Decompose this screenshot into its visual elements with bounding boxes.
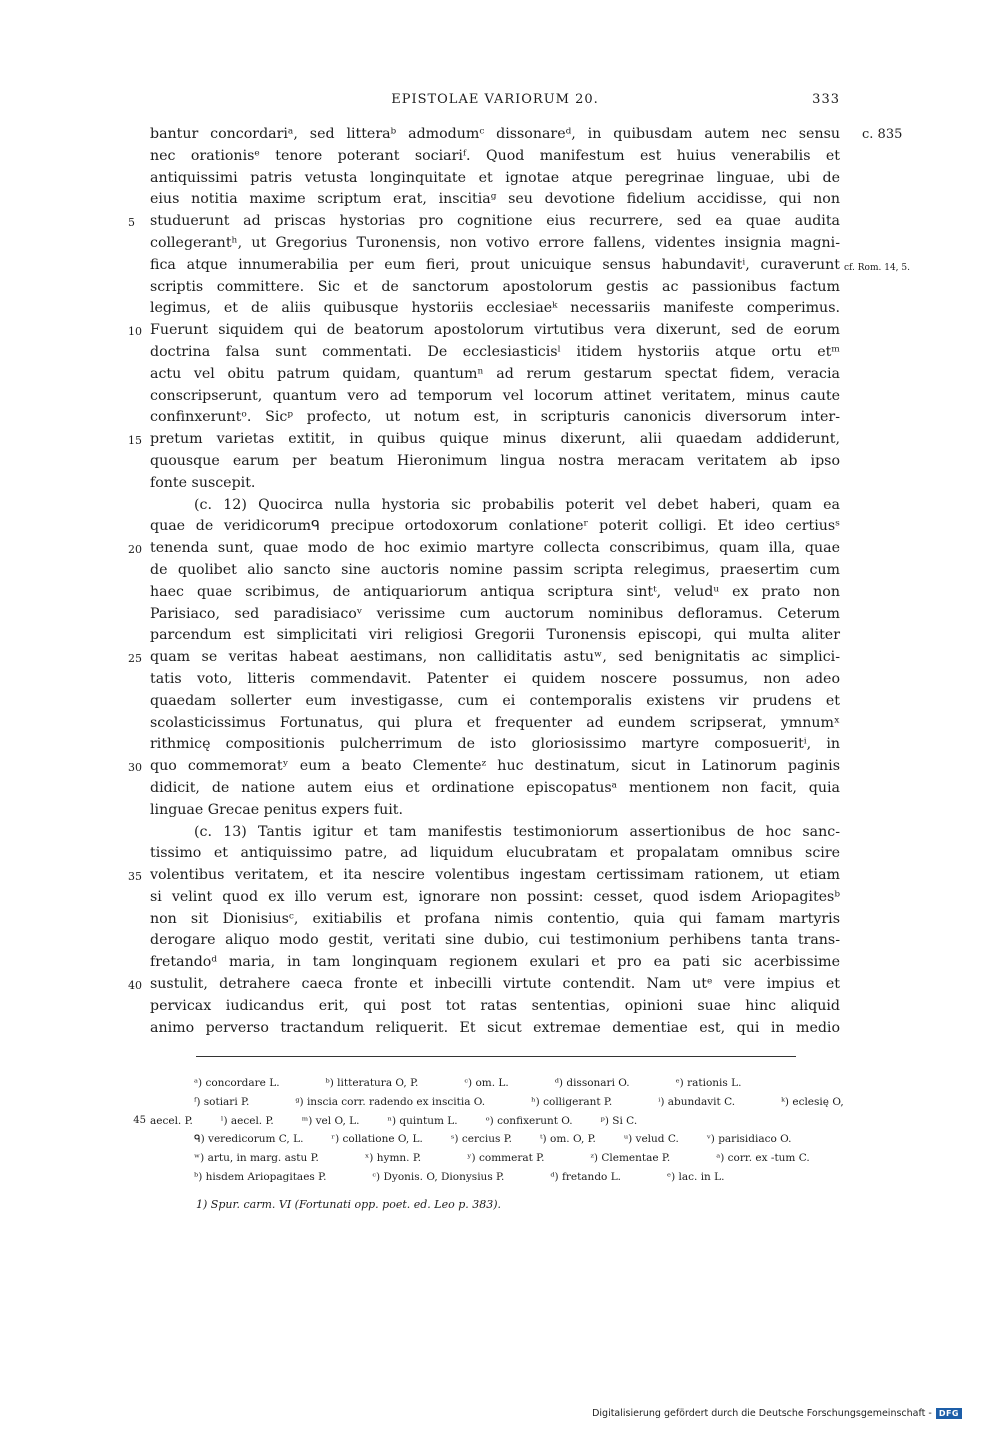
line-number: 25 bbox=[128, 652, 142, 666]
line-text: actu vel obitu patrum quidam, quantumⁿ ad rerum gestarum spectat fidem, veracia bbox=[150, 365, 840, 382]
line-text: eius notitia maxime scriptum erat, inscitiaᵍ seu devotione fidelium accidisse, qui non bbox=[150, 191, 840, 208]
footnote-line bbox=[150, 1149, 840, 1168]
line-text: parcendum est simplicitati viri religiosi Gregorii Turonensis episcopi, qui multa aliter bbox=[150, 627, 840, 644]
footnote: ᵖ) Si C. bbox=[600, 1114, 638, 1127]
line-text: (c. 12) Quocirca nulla hystoria sic probabilis poterit vel debet haberi, quam ea bbox=[194, 496, 840, 513]
text-line bbox=[150, 386, 840, 408]
line-number: 5 bbox=[128, 216, 135, 230]
text-line bbox=[150, 298, 840, 320]
text-line bbox=[150, 887, 840, 909]
page-number: 333 bbox=[812, 92, 840, 107]
margin-reference: cf. Rom. 14, 5. bbox=[844, 262, 910, 273]
dfg-logo: DFG bbox=[936, 1408, 962, 1419]
line-text: conscripserunt, quantum vero ad temporum vel locorum attinet veritatem, minus caute bbox=[150, 387, 840, 404]
text-line bbox=[150, 233, 840, 255]
line-text: fica atque innumerabilia per eum fieri, prout unicuique sensus habundavitⁱ, curaverunt bbox=[150, 256, 840, 273]
text-line bbox=[150, 909, 840, 931]
line-text: rithmicę compositionis pulcherrimum de isto gloriosissimo martyre composueritⁱ, in bbox=[150, 736, 840, 753]
text-line bbox=[150, 669, 840, 691]
line-text: pervicax iudicandus erit, qui post tot ratas sententias, opinioni suae hinc aliquid bbox=[150, 997, 840, 1014]
text-line bbox=[150, 604, 840, 626]
footnote-line bbox=[150, 1130, 840, 1149]
footnote: ᵉ) rationis L. bbox=[675, 1077, 742, 1089]
line-number: 15 bbox=[128, 434, 142, 448]
footnote: ᵛ) parisidiaco O. bbox=[706, 1133, 792, 1146]
text-line bbox=[128, 538, 840, 560]
footnote: ⁱ) abundavit C. bbox=[658, 1095, 736, 1108]
footnote: ᵒ) confixerunt O. bbox=[485, 1114, 573, 1127]
line-text: quam se veritas habeat aestimans, non calliditatis astuʷ, sed benignitatis ac simplici- bbox=[150, 649, 840, 666]
line-text: Fuerunt siquidem qui de beatorum apostolorum virtutibus vera dixerunt, sed de eorum bbox=[150, 322, 840, 339]
text-line bbox=[150, 516, 840, 538]
line-text: bantur concordariᵃ, sed litteraᵇ admodumᶜ dissonareᵈ, in quibusdam autem nec sensu bbox=[150, 126, 840, 142]
footnote: ᵃ) corr. ex -tum C. bbox=[716, 1152, 810, 1165]
text-line bbox=[128, 974, 840, 996]
line-text: antiquissimi patris vetusta longinquitate et ignotae atque peregrinae linguae, ubi de bbox=[150, 169, 840, 186]
text-line bbox=[150, 843, 840, 865]
text-line bbox=[150, 778, 840, 800]
line-text: non sit Dionisiusᶜ, exitiabilis et profana nimis contentio, quia qui famam martyris bbox=[150, 910, 840, 927]
line-text: haec quae scribimus, de antiquariorum antiqua scriptura sintᵗ, veludᵘ ex prato non bbox=[150, 583, 840, 600]
footnote: ˢ) cercius P. bbox=[450, 1133, 512, 1146]
text-line bbox=[128, 429, 840, 451]
line-text: animo perverso tractandum reliquerit. Et sicut extremae dementiae est, qui in medio bbox=[150, 1019, 840, 1036]
funding-notice bbox=[592, 1408, 962, 1419]
text-line bbox=[150, 1018, 840, 1040]
footnote: ʷ) artu, in marg. astu P. bbox=[194, 1152, 319, 1165]
line-text: quae de veridicorumᑫ precipue ortodoxorum conlationeʳ poterit colligi. Et ideo certiusˢ bbox=[150, 518, 840, 535]
footnote: ᶠ) sotiari P. bbox=[194, 1095, 250, 1108]
funding-text: Digitalisierung gefördert durch die Deutsche Forschungsgemeinschaft - bbox=[592, 1408, 932, 1419]
text-line bbox=[150, 952, 840, 974]
footnote: ᵘ) velud C. bbox=[623, 1133, 679, 1146]
text-line bbox=[150, 996, 840, 1018]
footnote: ʳ) collatione O, L. bbox=[331, 1133, 423, 1146]
footnote: ᵍ) inscia corr. radendo ex inscitia O. bbox=[295, 1095, 486, 1108]
footnote: ⁿ) quintum L. bbox=[387, 1114, 458, 1127]
footnote: aecel. P. bbox=[150, 1114, 193, 1127]
text-line bbox=[150, 495, 840, 517]
text-line bbox=[150, 822, 840, 844]
text-line bbox=[128, 865, 840, 887]
footnote-line bbox=[150, 1168, 840, 1187]
line-text: tenenda sunt, quae modo de hoc eximio martyre collecta conscribimus, quam illa, quae bbox=[150, 540, 840, 557]
body-text bbox=[128, 124, 910, 1039]
text-line bbox=[150, 560, 840, 582]
line-number: 20 bbox=[128, 543, 142, 557]
line-text: derogare aliquo modo gestit, veritati sine dubio, cui testimonium perhibens tanta trans- bbox=[150, 932, 840, 949]
line-text: didicit, de natione autem eius et ordinatione episcopatusᵃ mentionem non facit, quia bbox=[150, 779, 840, 796]
line-text: volentibus veritatem, et ita nescire volentibus ingestam certissimam rationem, ut etiam bbox=[150, 867, 840, 884]
footnote: ᵈ) fretando L. bbox=[550, 1170, 622, 1183]
text-line bbox=[150, 146, 840, 168]
line-text: quo commemoratʸ eum a beato Clementeᶻ huc destinatum, sicut in Latinorum paginis bbox=[150, 758, 840, 775]
line-number: 45 bbox=[133, 1114, 146, 1126]
text-line bbox=[150, 625, 840, 647]
footnote: ʰ) colligerant P. bbox=[531, 1095, 613, 1108]
line-text: si velint quod ex illo verum est, ignorare non possint: cesset, quod isdem Ariopagitesᵇ bbox=[150, 888, 840, 905]
footnote: ᵈ) dissonari O. bbox=[554, 1077, 630, 1089]
line-text: Parisiaco, sed paradisiacoᵛ verissime cum auctorum nominibus defloramus. Ceterum bbox=[150, 605, 840, 622]
text-line bbox=[150, 800, 840, 822]
footnote-line bbox=[133, 1112, 840, 1131]
text-line bbox=[150, 342, 840, 364]
line-number: 10 bbox=[128, 325, 142, 339]
footnote: ʸ) commerat P. bbox=[467, 1152, 545, 1165]
line-text: tatis voto, litteris commendavit. Patenter ei quidem noscere possumus, non adeo bbox=[150, 670, 840, 687]
text-line bbox=[150, 168, 840, 190]
text-line bbox=[150, 691, 840, 713]
line-number: 35 bbox=[128, 870, 142, 884]
running-title: EPISTOLAE VARIORUM 20. bbox=[391, 92, 599, 107]
footnote: ᵉ) lac. in L. bbox=[667, 1170, 725, 1183]
text-line bbox=[150, 364, 840, 386]
line-number: 30 bbox=[128, 761, 142, 775]
footnote: ᵐ) vel O, L. bbox=[301, 1114, 360, 1127]
line-text: pretum varietas extitit, in quibus quique minus dixerunt, alii quaedam addiderunt, bbox=[150, 431, 840, 448]
margin-reference: c. 835 bbox=[862, 127, 903, 142]
text-line bbox=[150, 451, 840, 473]
text-line bbox=[150, 734, 840, 756]
footnote: ˡ) aecel. P. bbox=[220, 1114, 274, 1127]
text-line bbox=[150, 473, 840, 495]
line-text: linguae Grecae penitus expers fuit. bbox=[150, 801, 403, 818]
text-line bbox=[128, 647, 840, 669]
footnote: ˣ) hymn. P. bbox=[364, 1152, 422, 1165]
line-text: legimus, et de aliis quibusque hystoriis ecclesiaeᵏ necessariis manifeste comperimus. bbox=[150, 300, 840, 317]
text-line bbox=[128, 756, 840, 778]
footnote: ᵃ) concordare L. bbox=[194, 1077, 280, 1089]
footnote-line bbox=[150, 1093, 844, 1112]
line-text: fretandoᵈ maria, in tam longinquam regionem exulari et pro ea pati sic acerbissime bbox=[150, 954, 840, 971]
text-line bbox=[128, 320, 840, 342]
line-text: scriptis committere. Sic et de sanctorum apostolorum gestis ac passionibus factum bbox=[150, 278, 840, 295]
line-text: studuerunt ad priscas hystorias pro cognitione eius recurrere, sed ea quae audita bbox=[150, 213, 840, 230]
footnote-line bbox=[150, 1074, 840, 1093]
text-line bbox=[150, 124, 903, 146]
line-text: confinxeruntᵒ. Sicᵖ profecto, ut notum est, in scripturis canonicis diversorum inter- bbox=[150, 409, 840, 426]
text-line bbox=[128, 211, 840, 233]
text-line bbox=[150, 277, 840, 299]
line-text: doctrina falsa sunt commentati. De ecclesiasticisˡ itidem hystoriis atque ortu etᵐ bbox=[150, 343, 840, 360]
footnote: ᶜ) Dyonis. O, Dionysius P. bbox=[372, 1170, 505, 1183]
footnote: ᵇ) hisdem Ariopagitaes P. bbox=[194, 1170, 327, 1183]
text-line bbox=[150, 407, 840, 429]
footnote: ᑫ) veredicorum C, L. bbox=[194, 1133, 304, 1146]
text-line bbox=[150, 713, 840, 735]
line-text: fonte suscepit. bbox=[150, 474, 256, 491]
footnote: ᵗ) om. O, P. bbox=[539, 1133, 596, 1146]
footnote: ᶜ) om. L. bbox=[464, 1077, 509, 1089]
line-text: de quolibet alio sancto sine auctoris nomine passim scripta relegimus, praesertim cum bbox=[150, 561, 840, 578]
line-number: 40 bbox=[128, 979, 142, 993]
line-text: sustulit, detrahere caeca fronte et inbecilli virtute contendit. Nam utᵉ vere impius et bbox=[150, 976, 840, 993]
critical-apparatus bbox=[133, 1074, 844, 1187]
line-text: nec orationisᵉ tenore poterant sociariᶠ. Quod manifestum est huius venerabilis et bbox=[150, 147, 840, 164]
text-line bbox=[150, 582, 840, 604]
text-line bbox=[150, 930, 840, 952]
text-line bbox=[150, 189, 840, 211]
line-text: collegerantʰ, ut Gregorius Turonensis, non votivo errore fallens, videntes insignia magni- bbox=[150, 234, 840, 251]
line-text: quousque earum per beatum Hieronimum lingua nostra meracam veritatem ab ipso bbox=[150, 452, 840, 469]
footnote-rule bbox=[196, 1056, 796, 1057]
text-line bbox=[150, 255, 910, 277]
line-text: (c. 13) Tantis igitur et tam manifestis testimoniorum assertionibus de hoc sanc- bbox=[194, 823, 840, 840]
line-text: tissimo et antiquissimo patre, ad liquidum elucubratam et propalatam omnibus scire bbox=[150, 845, 840, 862]
reference-note: 1) Spur. carm. VI (Fortunati opp. poet. ed. Leo p. 383). bbox=[196, 1198, 502, 1211]
footnote: ᵇ) litteratura O, P. bbox=[325, 1077, 419, 1089]
line-text: scolasticissimus Fortunatus, qui plura et frequenter ad eundem scripserat, ymnumˣ bbox=[150, 714, 840, 731]
line-text: quaedam sollerter eum investigasse, cum ei contemporalis existens vir prudens et bbox=[150, 692, 840, 709]
footnote: ᵏ) eclesię O, bbox=[781, 1095, 844, 1108]
footnote: ᶻ) Clementae P. bbox=[590, 1152, 671, 1165]
